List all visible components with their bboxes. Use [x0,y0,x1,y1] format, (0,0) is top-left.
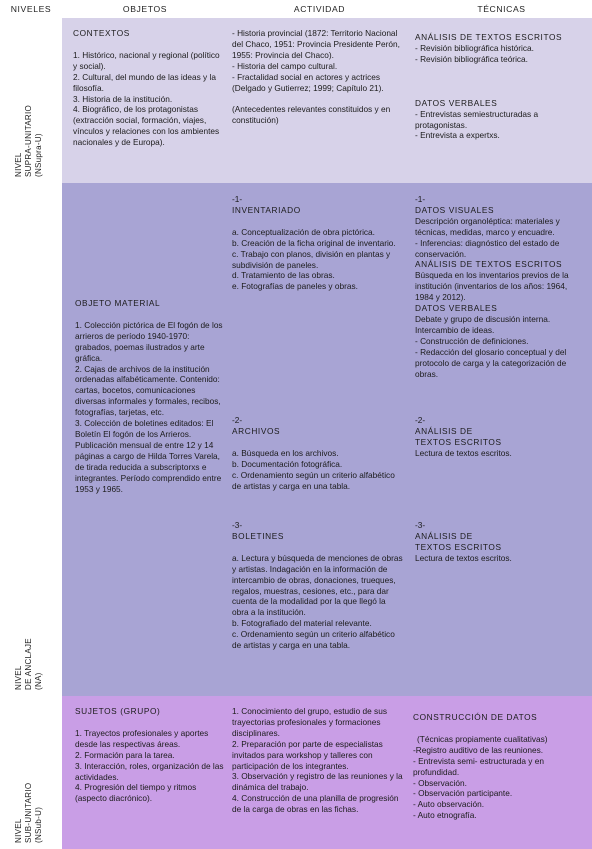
list-item: - Inferencias: diagnóstico del estado de conservación. [415,237,560,259]
anclaje-actividad-boletines [232,520,404,651]
list-item: e. Fotografías de paneles y obras. [232,281,358,292]
block-number: -2- [232,415,243,425]
row-supra-unitario [0,18,592,183]
list-item: d. Tratamiento de las obras. [232,270,335,281]
paragraph: Debate y grupo de discusión interna. Intercambio de ideas. [415,313,551,335]
list-item: 2. Preparación por parte de especialistas invitados para workshop y talleres con participación de los integrantes. [232,738,383,771]
row-sub-unitario [0,696,592,849]
level-label-sub [0,696,62,849]
section-title: OBJETO MATERIAL [75,298,161,308]
row-anclaje [0,183,592,696]
list-item: 3. Historia de la institución. [73,93,173,104]
section-title: ARCHIVOS [232,425,281,436]
list-item: - Entrevista semi- estructurada y en profundidad. [413,755,544,777]
list-item: 4. Biográfico, de los protagonistas (extracción social, formación, viajes, vínculos y relaciones con los ambientes nacionales y de Europa). [73,104,220,148]
level-line: (NSub-U) [34,806,43,843]
list-item: c. Trabajo con planos, división en plantas y subdivisión de paneles. [232,248,391,270]
paragraph: Descripción organoléptica: materiales y técnicas, medidas, marco y encuadre. [415,215,560,237]
list-item: - Entrevista a expertxs. [415,130,500,141]
section-title: TEXTOS ESCRITOS [415,436,502,447]
section-title: ANÁLISIS DE TEXTOS ESCRITOS [415,259,563,270]
list-item: b. Fotografiado del material relevante. [232,618,372,629]
level-line: SUPRA-UNITARIO [24,104,33,177]
list-item: a. Búsqueda en los archivos. [232,447,339,458]
section-title: DATOS VERBALES [415,303,498,314]
anclaje-actividad-archivos [232,415,404,491]
list-item: a. Conceptualización de obra pictórica. [232,226,375,237]
section-title: INVENTARIADO [232,204,301,215]
list-item: a. Lectura y búsqueda de menciones de obras y artistas. Indagación en la información de intercambio de obras, donaciones, trueques, regalos, muestras, cesiones, etc., para dar cuenta de la modalidad por la que llegó la obra a la institución. [232,552,403,618]
paragraph: Lectura de textos escritos. [415,552,512,563]
section-title: ANÁLISIS DE TEXTOS ESCRITOS [415,32,563,42]
list-item: - Redacción del glosario conceptual y del protocolo de carga y la categorización de obras. [415,346,567,379]
list-item: 2. Cultural, del mundo de las ideas y la filosofía. [73,71,216,93]
list-item: - Auto etnografía. [413,810,477,821]
sub-objetos [75,706,225,804]
anclaje-tecnicas-3 [415,520,587,564]
list-item: - Construcción de definiciones. [415,335,529,346]
supra-tecnicas [415,32,587,141]
sub-actividad [232,706,404,815]
paragraph: Lectura de textos escritos. [415,447,512,458]
section-title: TEXTOS ESCRITOS [415,541,502,552]
level-line: NIVEL [14,818,23,843]
section-title: BOLETINES [232,530,284,541]
header-objetos: OBJETOS [122,4,168,14]
supra-actividad [232,28,404,126]
note: (Antecedentes relevantes constituidos y en constitución) [232,104,391,126]
list-item: - Historia del campo cultural. [232,60,338,71]
list-item: - Revisión bibliográfica teórica. [415,53,528,64]
list-item: - Entrevistas semiestructuradas a protagonistas. [415,108,539,130]
list-item: c. Ordenamiento según un criterio alfabético de artistas y carga en una tabla. [232,629,395,651]
anclaje-tecnicas-1 [415,194,587,379]
list-item: - Auto observación. [413,799,485,810]
section-title: DATOS VISUALES [415,204,495,215]
subtitle: (Técnicas propiamente cualitativas) [417,733,548,744]
section-title: CONSTRUCCIÓN DE DATOS [413,712,538,722]
list-item: 3. Interacción, roles, organización de las actividades. [75,760,224,782]
level-label-supra [0,18,62,183]
paragraph: Búsqueda en los inventarios previos de la institución (inventarios de los años: 1964, 1984 y 2012). [415,270,569,303]
list-item: 1. Trayectos profesionales y aportes desde las respectivas áreas. [75,727,209,749]
block-number: -1- [415,194,426,204]
level-line: (NSupra-U) [34,133,43,177]
level-line: NIVEL [14,152,23,177]
list-item: 1. Histórico, nacional y regional (político y social). [73,49,220,71]
list-item: 1. Conocimiento del grupo, estudio de sus trayectorias profesionales y formaciones disciplinares. [232,706,387,738]
level-line: NIVEL [14,665,23,690]
level-line: DE ANCLAJE [24,638,33,690]
list-item: 1. Colección pictórica de El fogón de los arrieros de período 1940-1970: grabados, poemas ilustrados y arte gráfica. [75,319,223,363]
list-item: - Observación. [413,777,467,788]
anclaje-objetos [75,298,225,494]
block-number: -2- [415,415,426,425]
list-item: 2. Cajas de archivos de la institución ordenadas alfabéticamente. Contenido: cartas, bocetos, comunicaciones diversas informales y formales, recibos, fotografías, tarjetas, etc. [75,363,221,418]
block-number: -3- [415,520,426,530]
list-item: - Fractalidad social en actores y actrices (Delgado y Gutierrez; 1999; Capítulo 21). [232,71,384,93]
anclaje-actividad-inventariado [232,194,404,292]
sub-tecnicas [413,712,587,821]
section-title: SUJETOS (GRUPO) [75,706,161,716]
supra-objetos [73,28,223,148]
header-tecnicas: TÉCNICAS [477,4,526,14]
level-label-anclaje [0,183,62,696]
list-item: - Historia provincial (1872: Territorio Nacional del Chaco, 1951: Provincia Presidente Perón, 1955: Provincia del Chaco). [232,28,400,60]
level-line: (NA) [34,672,43,690]
list-item: c. Ordenamiento según un criterio alfabético de artistas y carga en una tabla. [232,469,395,491]
list-item: b. Creación de la ficha original de inventario. [232,237,396,248]
level-line: SUB-UNITARIO [24,782,33,843]
anclaje-tecnicas-2 [415,415,587,459]
list-item: 2. Formación para la tarea. [75,749,175,760]
list-item: 4. Progresión del tiempo y ritmos (aspecto diacrónico). [75,782,197,804]
block-number: -3- [232,520,243,530]
block-number: -1- [232,194,243,204]
section-title: ANÁLISIS DE [415,530,473,541]
list-item: b. Documentación fotográfica. [232,458,343,469]
section-title: DATOS VERBALES [415,97,498,108]
header-actividad: ACTIVIDAD [293,4,346,14]
section-title: ANÁLISIS DE [415,425,473,436]
header-niveles: NIVELES [10,4,52,14]
list-item: 3. Observación y registro de las reuniones y la dinámica del trabajo. [232,771,403,793]
list-item: -Registro auditivo de las reuniones. [413,744,544,755]
list-item: 3. Colección de boletines editados: El Boletín El fogón de los Arrieros. Publicación mensual de entre 12 y 14 páginas a cargo de Hilda Torres Varela, de tirada reducida a subscriptorxs e integrantes. Período comprendido entre 1953 y 1965. [75,418,222,494]
list-item: 4. Construcción de una planilla de progresión de la carga de obras en las fichas. [232,793,399,815]
list-item: - Observación participante. [413,788,513,799]
section-title: CONTEXTOS [73,28,130,38]
list-item: - Revisión bibliográfica histórica. [415,42,534,53]
